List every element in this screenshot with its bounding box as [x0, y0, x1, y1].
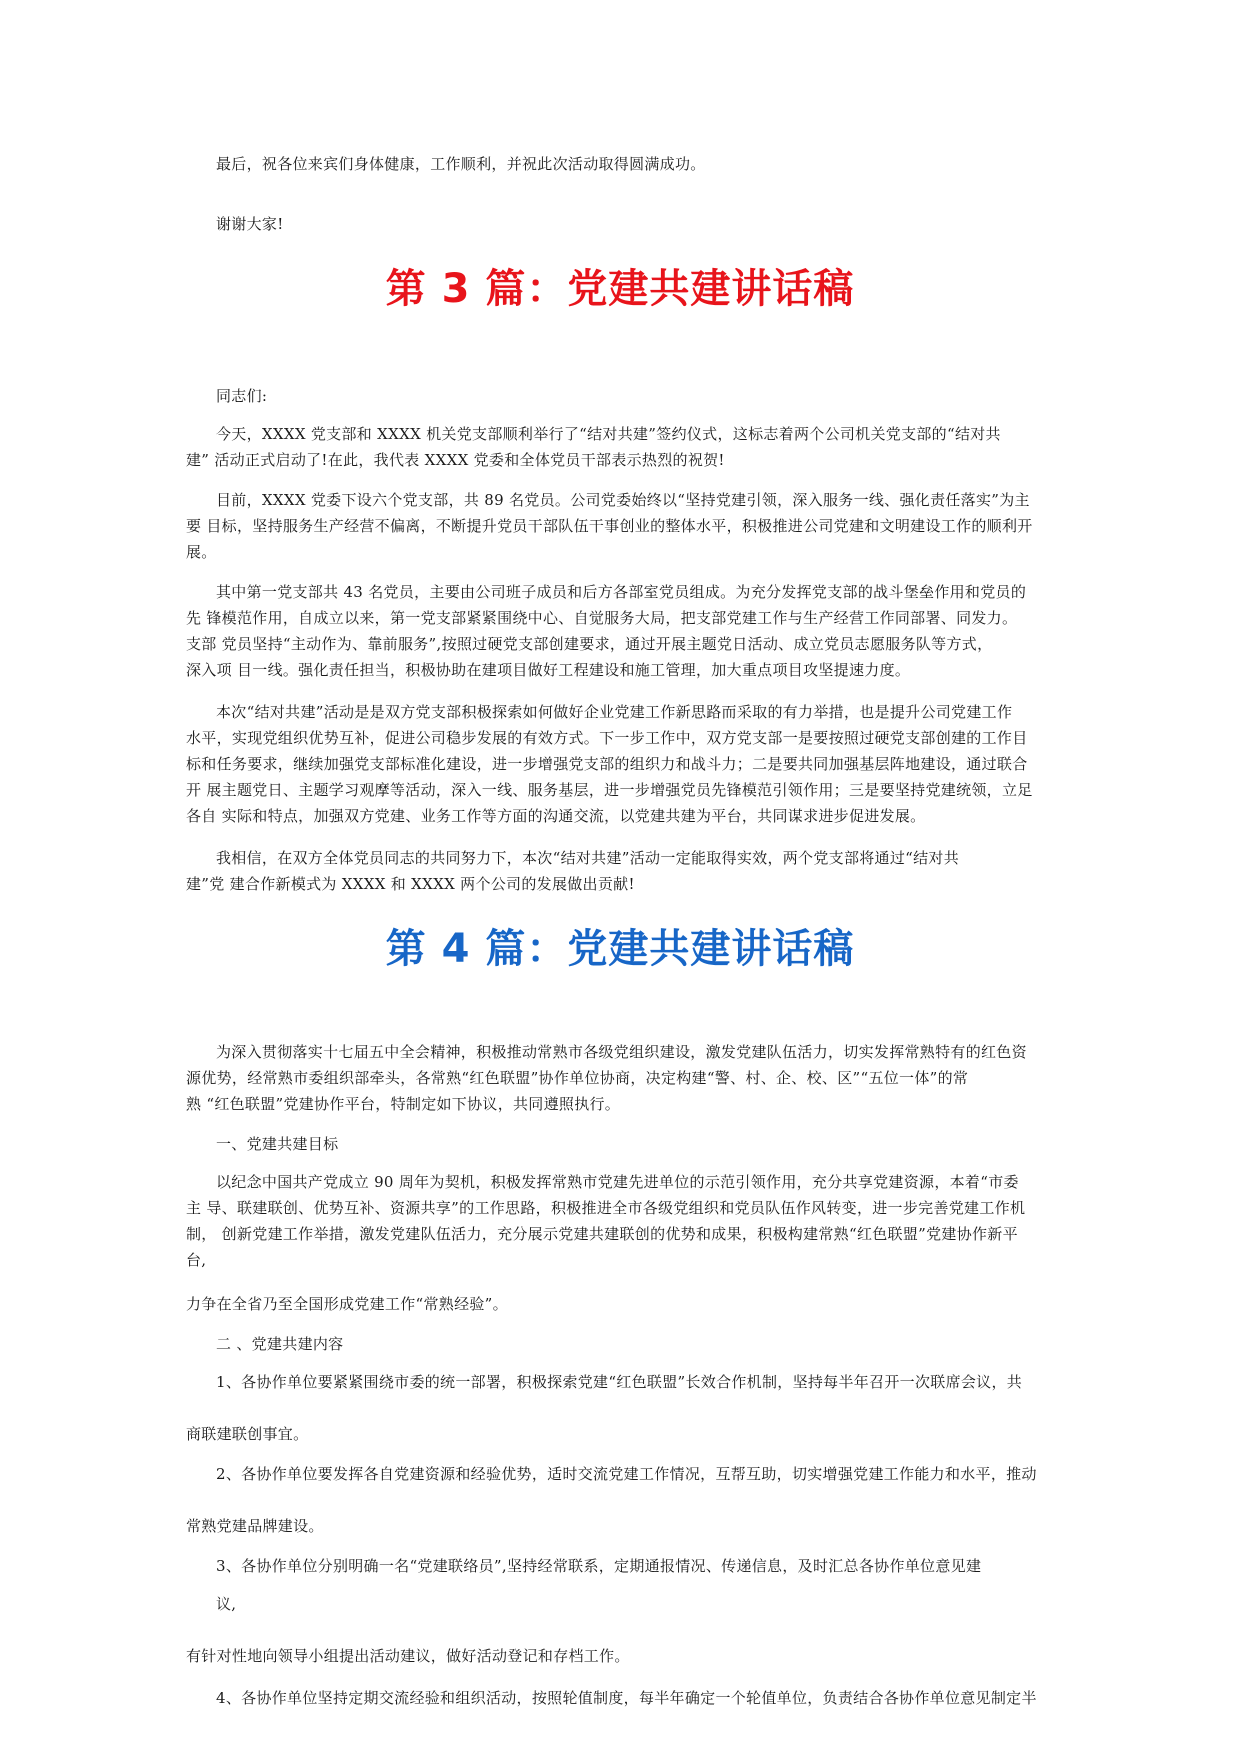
item-2-tail: 常熟党建品牌建设。 [186, 1517, 324, 1535]
a3-p1-line-2: 建” 活动正式启动了!在此，我代表 XXXX 党委和全体党员干部表示热烈的祝贺! [186, 451, 725, 469]
a3-p4-line-1: 本次“结对共建”活动是是双方党支部积极探索如何做好企业党建工作新思路而采取的有力举措，也是提升公司党建工作 [216, 703, 1013, 721]
a3-p5-line-1: 我相信，在双方全体党员同志的共同努力下，本次“结对共建”活动一定能取得实效，两个党支部将通过“结对共 [216, 849, 960, 867]
a4-intro-line-3: 熟 “红色联盟”党建协作平台，特制定如下协议，共同遵照执行。 [186, 1095, 621, 1113]
item-2: 2、各协作单位要发挥各自党建资源和经验优势，适时交流党建工作情况，互帮互助，切实增强党建工作能力和水平，推动 [216, 1465, 1037, 1483]
a3-p2-line-1: 目前，XXXX 党委下设六个党支部，共 89 名党员。公司党委始终以“坚持党建引领，深入服务一线、强化责任落实”为主 [216, 491, 1030, 509]
a3-p4-line-3: 标和任务要求，继续加强党支部标准化建设，进一步增强党支部的组织力和战斗力；二是要共同加强基层阵地建设，通过联合 [186, 755, 1028, 773]
a3-p3-line-1: 其中第一党支部共 43 名党员，主要由公司班子成员和后方各部室党员组成。为充分发挥党支部的战斗堡垒作用和党员的 [216, 583, 1027, 601]
a4-s1-line-3: 制， 创新党建工作举措，激发党建队伍活力，充分展示党建共建联创的优势和成果，积极构建常熟“红色联盟”党建协作新平 [186, 1225, 1018, 1243]
item-1-tail: 商联建联创事宜。 [186, 1425, 309, 1443]
thanks-line: 谢谢大家! [216, 215, 284, 233]
a3-p5-line-2: 建”党 建合作新模式为 XXXX 和 XXXX 两个公司的发展做出贡献! [186, 875, 635, 893]
a4-intro-line-1: 为深入贯彻落实十七届五中全会精神，积极推动常熟市各级党组织建设，激发党建队伍活力，切实发挥常熟特有的红色资 [216, 1043, 1027, 1061]
a3-p3-line-3: 支部 党员坚持“主动作为、靠前服务”,按照过硬党支部创建要求，通过开展主题党日活动、成立党员志愿服务队等方式， [186, 635, 993, 653]
item-3: 3、各协作单位分别明确一名“党建联络员”,坚持经常联系，定期通报情况、传递信息，及时汇总各协作单位意见建 [216, 1557, 982, 1575]
item-4: 4、各协作单位坚持定期交流经验和组织活动，按照轮值制度，每半年确定一个轮值单位，负责结合各协作单位意见制定半 [216, 1689, 1037, 1707]
a4-s1-line-4: 台, [186, 1251, 207, 1269]
a3-p4-line-2: 水平，实现党组织优势互补，促进公司稳步发展的有效方式。下一步工作中，双方党支部一是要按照过硬党支部创建的工作目 [186, 729, 1028, 747]
article-3-title: 第 3 篇：党建共建讲话稿 [385, 266, 855, 312]
a3-p4-line-4: 开 展主题党日、主题学习观摩等活动，深入一线、服务基层，进一步增强党员先锋模范引领作用；三是要坚持党建统领，立足 [186, 781, 1033, 799]
greeting: 同志们: [216, 387, 268, 405]
a3-p3-line-2: 先 锋模范作用，自成立以来，第一党支部紧紧围绕中心、自觉服务大局，把支部党建工作与生产经营工作同部署、同发力。 [186, 609, 1018, 627]
a4-s1-line-2: 主 导、联建联创、优势互补、资源共享”的工作思路，积极推进全市各级党组织和党员队伍作风转变，进一步完善党建工作机 [186, 1199, 1026, 1217]
a3-p2-line-3: 展。 [186, 543, 217, 561]
a3-p2-line-2: 要 目标，坚持服务生产经营不偏离，不断提升党员干部队伍干事创业的整体水平，积极推进公司党建和文明建设工作的顺利开 [186, 517, 1033, 535]
section-1-heading: 一、党建共建目标 [216, 1135, 339, 1153]
article-4-title: 第 4 篇：党建共建讲话稿 [385, 926, 855, 972]
a4-s1-line-1: 以纪念中国共产党成立 90 周年为契机，积极发挥常熟市党建先进单位的示范引领作用，充分共享党建资源，本着“市委 [216, 1173, 1019, 1191]
item-3-tail: 有针对性地向领导小组提出活动建议，做好活动登记和存档工作。 [186, 1647, 630, 1665]
item-3-cont: 议, [216, 1595, 237, 1613]
a3-p4-line-5: 各自 实际和特点，加强双方党建、业务工作等方面的沟通交流，以党建共建为平台，共同谋求进步促进发展。 [186, 807, 926, 825]
a4-s1-tail: 力争在全省乃至全国形成党建工作“常熟经验”。 [186, 1295, 508, 1313]
a4-intro-line-2: 源优势，经常熟市委组织部牵头，各常熟“红色联盟”协作单位协商，决定构建“警、村、企、校、区”“五位一体”的常 [186, 1069, 969, 1087]
item-1: 1、各协作单位要紧紧围绕市委的统一部署，积极探索党建“红色联盟”长效合作机制，坚持每半年召开一次联席会议，共 [216, 1373, 1023, 1391]
section-2-heading: 二 、党建共建内容 [216, 1335, 344, 1353]
a3-p1-line-1: 今天，XXXX 党支部和 XXXX 机关党支部顺利举行了“结对共建”签约仪式，这标志着两个公司机关党支部的“结对共 [216, 425, 1001, 443]
closing-line: 最后，祝各位来宾们身体健康，工作顺利，并祝此次活动取得圆满成功。 [216, 155, 706, 173]
a3-p3-line-4: 深入项 目一线。强化责任担当，积极协助在建项目做好工程建设和施工管理，加大重点项目攻坚提速力度。 [186, 661, 911, 679]
